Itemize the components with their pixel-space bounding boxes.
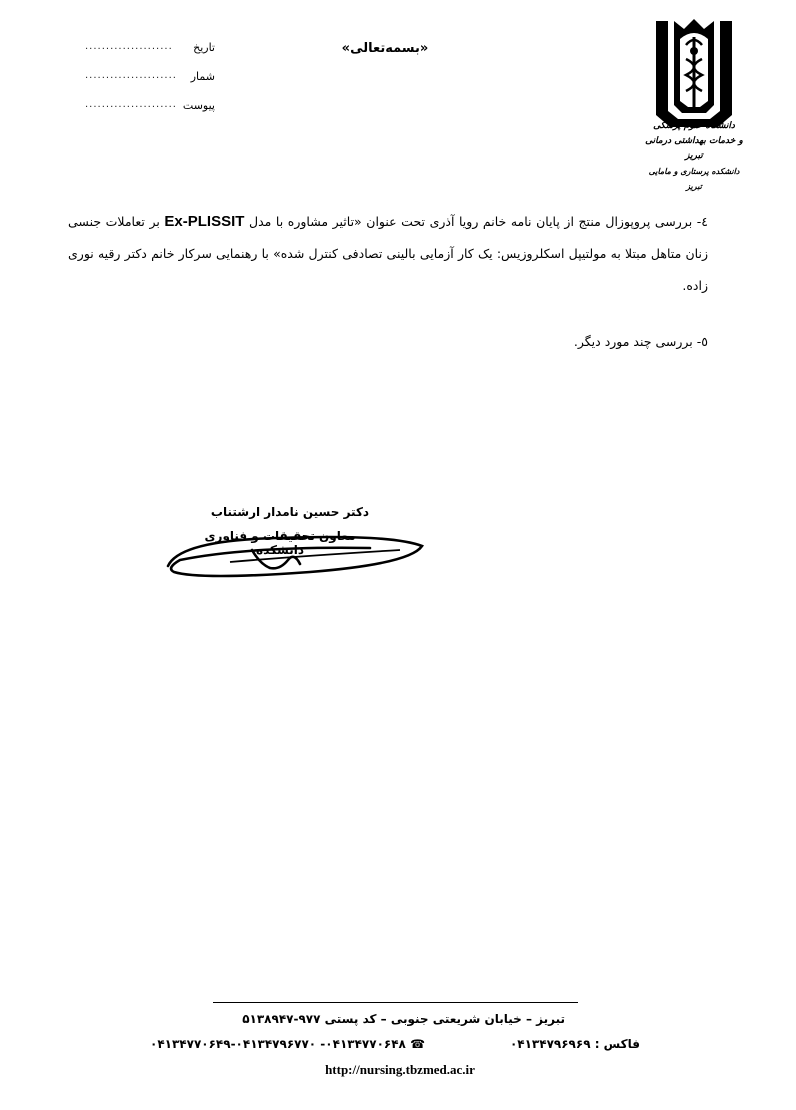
meta-date-dots: .....................	[85, 41, 173, 52]
agenda-item-4-number: ٤-	[696, 214, 708, 229]
logo-text-faculty: دانشکده پرستاری و مامایی تبریز	[648, 167, 740, 191]
footer-contact	[150, 1037, 640, 1057]
telephone-icon: ☎	[410, 1037, 426, 1051]
meta-number-label: شمار	[190, 70, 215, 83]
handwritten-signature	[160, 520, 430, 590]
agenda-item-4-latin: Ex-PLISSIT	[164, 213, 245, 230]
logo-text-services: و خدمات بهداشتی درمانی تبریز	[645, 136, 743, 161]
signatory-title: معاون تحقیقات و فناوری دانشکده	[204, 529, 356, 557]
meta-attachment	[85, 99, 215, 117]
signatory-name: دکتر حسین نامدار ارشتناب	[210, 505, 370, 519]
meta-number	[85, 70, 215, 88]
logo-text-university: دانشگاه علوم پزشکی	[653, 121, 735, 131]
agenda-item-5	[68, 326, 708, 358]
meta-attachment-label: پیوست	[182, 99, 215, 112]
meta-date-label: تاریخ	[193, 41, 215, 54]
agenda-item-4	[68, 206, 708, 302]
meta-date	[85, 41, 215, 59]
agenda-item-5-text: بررسی چند مورد دیگر.	[573, 334, 693, 349]
agenda-item-5-number: ٥-	[696, 334, 708, 349]
footer-phones	[150, 1037, 425, 1051]
agenda-item-4-text-after: بر تعاملات جنسی زنان متاهل مبتلا به مولتیپل اسکلروزیس: یک کار آزمایی بالینی تصادفی کنترل شده» با رهنمایی سرکار خانم دکتر رقیه نوری زاده.	[68, 214, 708, 293]
bismillah-heading: «بسمه‌تعالی»	[341, 41, 429, 56]
footer-address: تبریز – خیابان شریعتی جنوبی – کد پستی ۹۷۷-۵۱۳۸۹۴۷	[242, 1012, 565, 1026]
agenda-item-4-text-before: بررسی پروپوزال منتج از پایان نامه خانم رویا آذری تحت عنوان «تاثیر مشاوره با مدل	[249, 214, 693, 229]
footer-phone-numbers: ۰۴۱۳۴۷۷۰۶۴۸- ۰۴۱۳۴۷۷۰۶۴۹-۰۴۱۳۴۷۹۶۷۷۰	[150, 1037, 406, 1051]
meta-number-dots: ......................	[85, 70, 177, 81]
footer-divider	[213, 1002, 578, 1003]
meta-attachment-dots: ......................	[85, 99, 177, 110]
university-logo	[640, 15, 748, 191]
footer-website-link[interactable]: http://nursing.tbzmed.ac.ir	[325, 1062, 475, 1077]
footer-fax: فاکس : ۰۴۱۳۴۷۹۶۹۶۹	[509, 1037, 640, 1051]
